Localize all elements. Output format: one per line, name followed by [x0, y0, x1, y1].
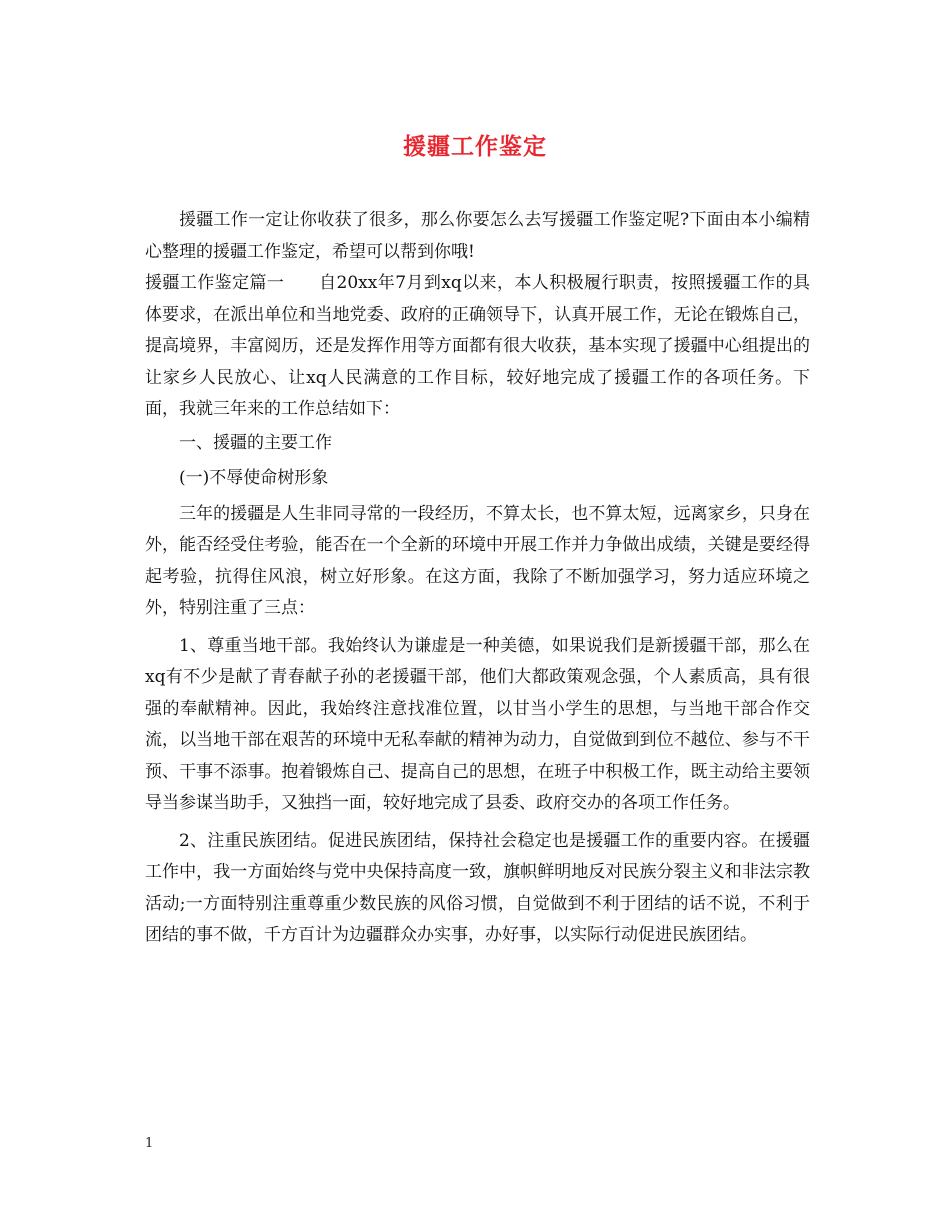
- document-body: [145, 205, 810, 952]
- document-title: 援疆工作鉴定: [403, 133, 547, 160]
- mission-paragraph: 三年的援疆是人生非同寻常的一段经历，不算太长，也不算太短，远离家乡，只身在外，能否经受住考验，能否在一个全新的环境中开展工作并力争做出成绩，关键是要经得起考验，抗得住风浪，树立好形象。在这方面，我除了不断加强学习，努力适应环境之外，特别注重了三点：: [145, 503, 810, 618]
- main-work-heading: 一、援疆的主要工作: [179, 432, 332, 453]
- intro-paragraph: 援疆工作一定让你收获了很多，那么你要怎么去写援疆工作鉴定呢?下面由本小编精心整理的援疆工作鉴定，希望可以帮到你哦!: [145, 210, 810, 262]
- page-number: 1: [145, 1136, 154, 1151]
- section-one-opening-paragraph: 援疆工作鉴定篇一 自20xx年7月到xq以来，本人积极履行职责，按照援疆工作的具体要求，在派出单位和当地党委、政府的正确领导下，认真开展工作，无论在锻炼自己，提高境界，丰富阅历，还是发挥作用等方面都有很大收获，基本实现了援疆中心组提出的让家乡人民放心、让xq人民满意的工作目标，较好地完成了援疆工作的各项任务。下面，我就三年来的工作总结如下：: [145, 273, 810, 419]
- respect-local-cadres-paragraph: 1、尊重当地干部。我始终认为谦虚是一种美德，如果说我们是新援疆干部，那么在xq有不少是献了青春献子孙的老援疆干部，他们大都政策观念强，个人素质高，具有很强的奉献精神。因此，我始终注意找准位置，以甘当小学生的思想，与当地干部合作交流，以当地干部在艰苦的环境中无私奉献的精神为动力，自觉做到到位不越位、参与不干预、干事不添事。抱着锻炼自己、提高自己的思想，在班子中积极工作，既主动给主要领导当参谋当助手，又独挡一面，较好地完成了县委、政府交办的各项工作任务。: [145, 635, 810, 813]
- mission-subheading: (一)不辱使命树形象: [179, 468, 329, 488]
- ethnic-unity-paragraph: 2、注重民族团结。促进民族团结，保持社会稳定也是援疆工作的重要内容。在援疆工作中，我一方面始终与党中央保持高度一致，旗帜鲜明地反对民族分裂主义和非法宗教活动;一方面特别注重尊重少数民族的风俗习惯，自觉做到不利于团结的话不说，不利于团结的事不做，千方百计为边疆群众办实事，办好事，以实际行动促进民族团结。: [145, 830, 810, 945]
